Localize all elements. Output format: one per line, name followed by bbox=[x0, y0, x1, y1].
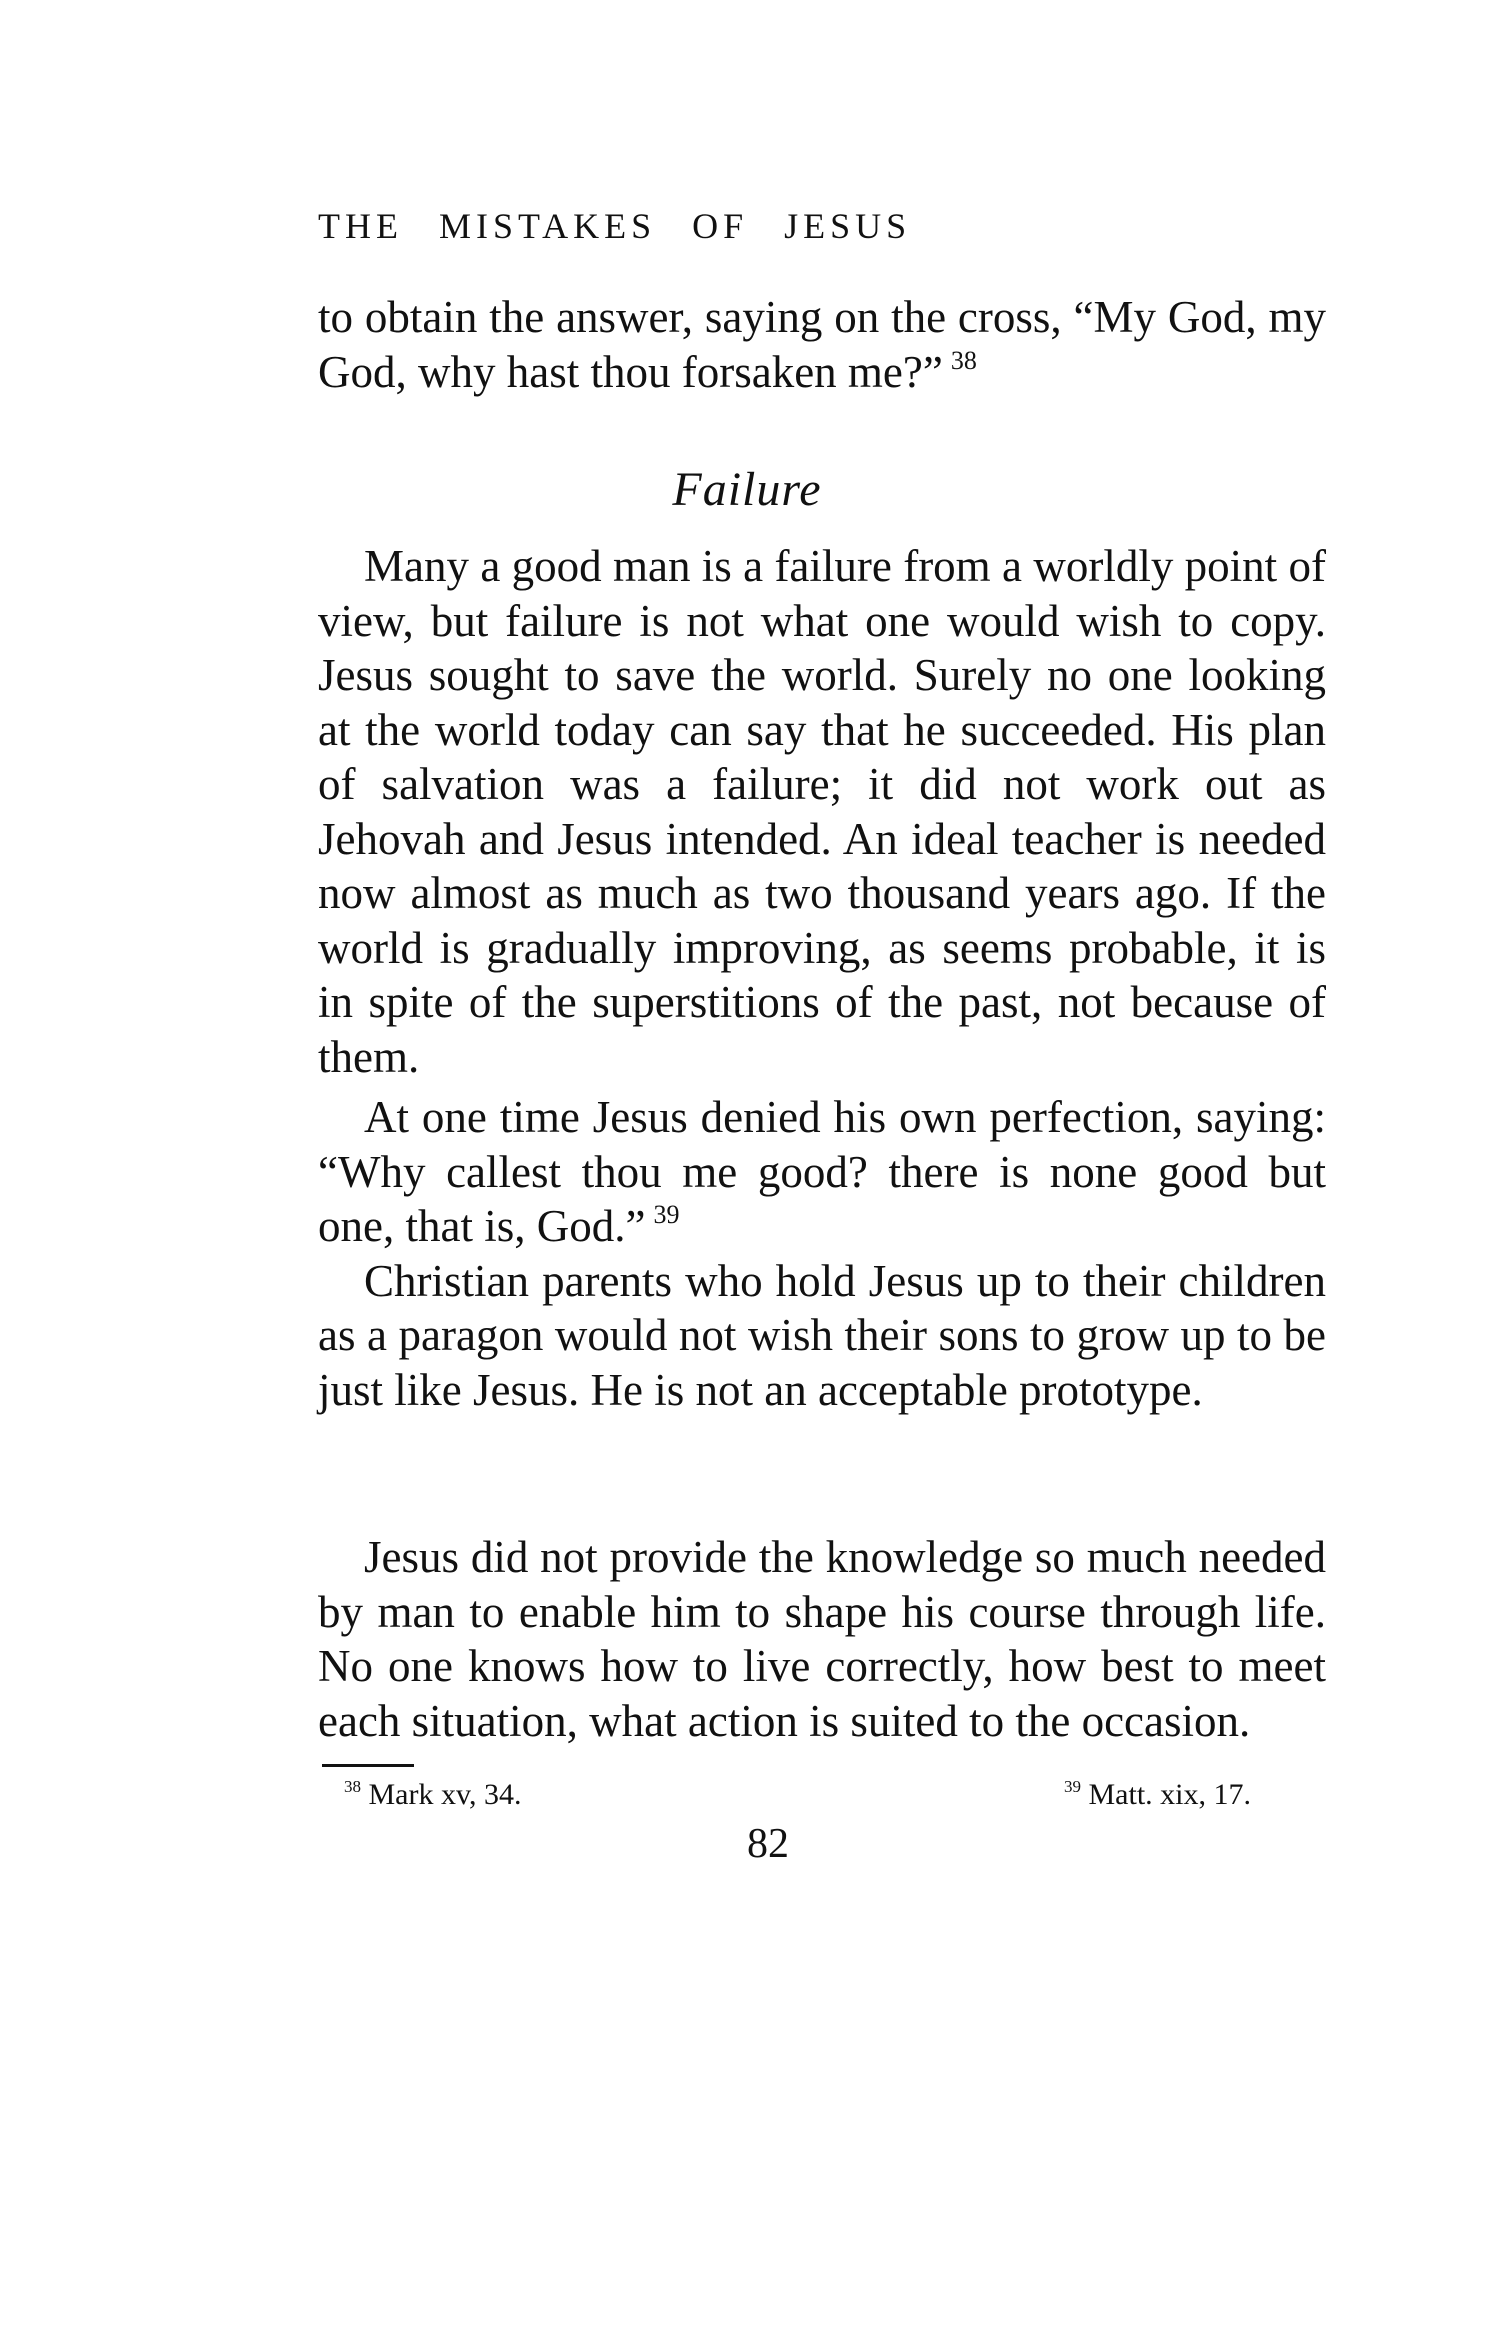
knowledge-section bbox=[318, 1530, 1326, 1748]
footnote-rule bbox=[322, 1764, 414, 1767]
footnote-ref-38: 38 bbox=[950, 345, 977, 375]
paragraph-failure: Many a good man is a failure from a worldly point of view, but failure is not what one would wish to copy. Jesus sought to save the world. Surely no one looking at the world today can say that he succeeded. His plan of salvation was a failure; it did not work out as Jehovah and Jesus intended. An ideal teacher is needed now almost as much as two thousand years ago. If the world is gradually improving, as seems probable, it is in spite of the superstitions of the past, not because of them. bbox=[318, 541, 1326, 1082]
opening-body: to obtain the answer, saying on the cross, “My God, my God, why hast thou forsaken me?” bbox=[318, 292, 1326, 397]
paragraph-knowledge: Jesus did not provide the knowledge so much needed by man to enable him to shape his course through life. No one knows how to live correctly, how best to meet each situation, what action is suited to the occasion. bbox=[318, 1532, 1326, 1746]
footnote-ref-39: 39 bbox=[653, 1200, 680, 1229]
perfection-section bbox=[318, 1090, 1326, 1417]
opening-paragraph bbox=[318, 290, 1326, 399]
running-head: THE MISTAKES OF JESUS bbox=[318, 206, 912, 246]
footnote-39 bbox=[1064, 1778, 1251, 1812]
footnote-38 bbox=[344, 1778, 522, 1812]
footnote-38-text: Mark xv, 34. bbox=[368, 1778, 522, 1811]
paragraph-perfection-body: At one time Jesus denied his own perfection, saying: “Why callest thou me good? there is none good but one, that is, God.” bbox=[318, 1092, 1326, 1251]
failure-section bbox=[318, 539, 1326, 1084]
footnote-38-number: 38 bbox=[344, 1777, 361, 1796]
opening-text bbox=[318, 290, 1326, 399]
section-title: Failure bbox=[672, 463, 822, 516]
footnote-39-text: Matt. xix, 17. bbox=[1088, 1778, 1251, 1811]
paragraph-parents: Christian parents who hold Jesus up to their children as a paragon would not wish their sons to grow up to be just like Jesus. He is not an acceptable prototype. bbox=[318, 1255, 1326, 1415]
page-number: 82 bbox=[747, 1821, 789, 1867]
paragraph-perfection bbox=[318, 1090, 1326, 1254]
footnote-39-number: 39 bbox=[1064, 1777, 1081, 1796]
